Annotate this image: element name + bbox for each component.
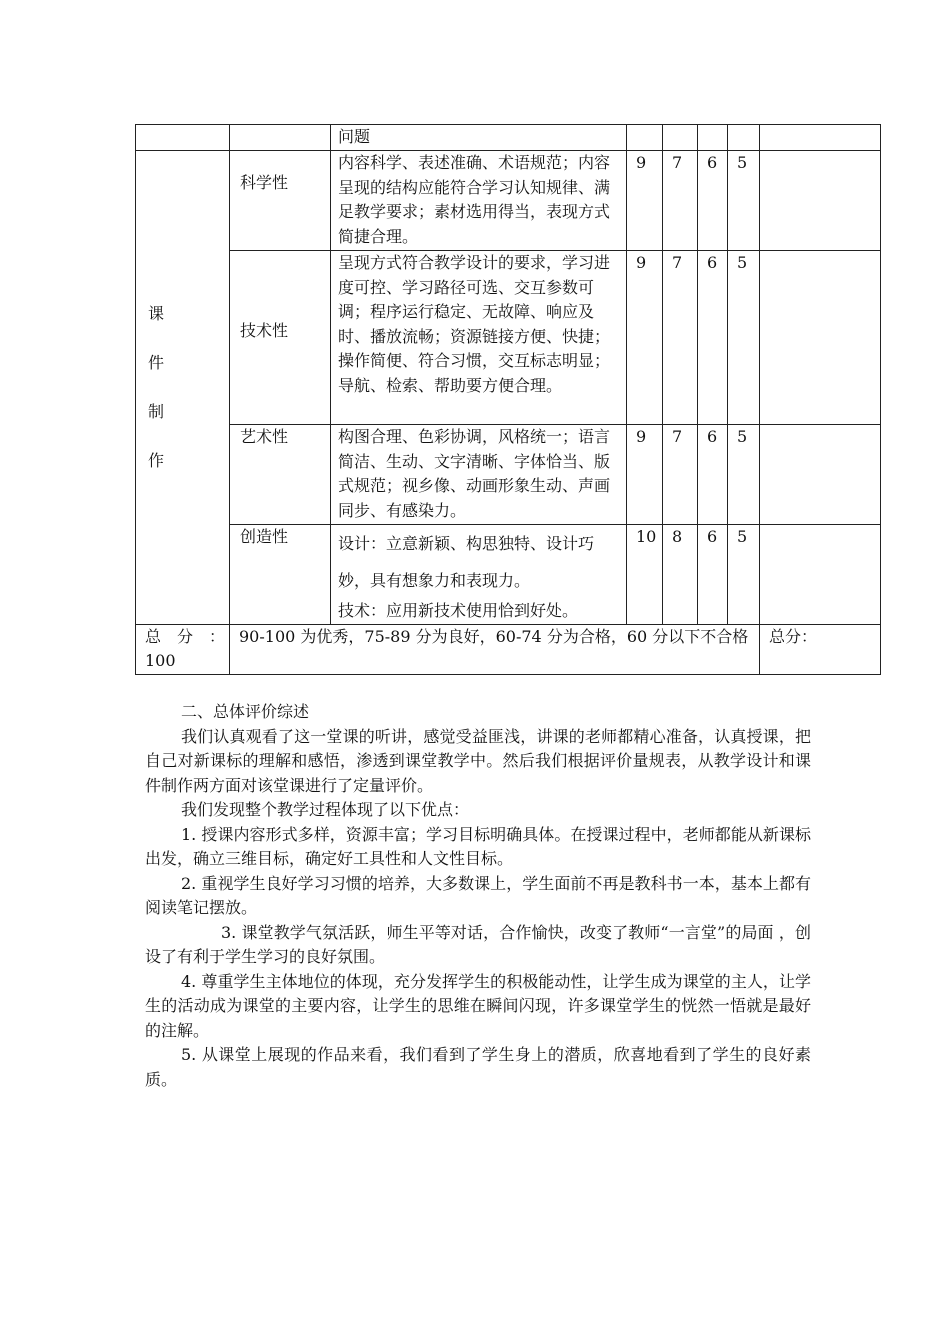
criteria-text: 技术：应用新技术使用恰到好处。	[338, 601, 579, 620]
paragraph: 我们发现整个教学过程体现了以下优点：	[181, 800, 470, 819]
summary-section	[145, 700, 811, 1092]
table-row	[136, 525, 881, 625]
score-cell: 10	[627, 525, 663, 625]
subcategory-cell: 创造性	[230, 525, 331, 625]
table-row	[136, 151, 881, 251]
table-cell	[230, 125, 331, 151]
category-cell	[136, 151, 230, 625]
score-cell: 5	[728, 151, 760, 251]
list-item: 5. 从课堂上展现的作品来看，我们看到了学生身上的潜质，欣喜地看到了学生的良好素质。	[145, 1045, 811, 1089]
score-cell: 5	[728, 251, 760, 425]
score-cell: 6	[698, 151, 728, 251]
criteria-cell: 内容科学、表述准确、术语规范；内容呈现的结构应能符合学习认知规律、满足教学要求；素材选用得当，表现方式简捷合理。	[331, 151, 627, 251]
table-cell	[136, 125, 230, 151]
criteria-text: 设计：立意新颖、构思独特、设计巧妙，具有想象力和表现力。	[338, 534, 595, 590]
score-cell: 8	[663, 525, 698, 625]
total-score-field: 总分：	[760, 624, 881, 674]
table-cell	[760, 151, 881, 251]
list-item: 3. 课堂教学气氛活跃，师生平等对话，合作愉快，改变了教师“一言堂”的局面 ，创设了有利于学生学习的良好氛围。	[145, 922, 811, 966]
list-item: 4. 尊重学生主体地位的体现，充分发挥学生的积极能动性，让学生成为课堂的主人，让学生的活动成为课堂的主要内容，让学生的思维在瞬间闪现，许多课堂学生的恍然一悟就是最好的注解。	[145, 971, 811, 1040]
total-score-label: 总 分 ：100	[136, 624, 230, 674]
score-cell: 9	[627, 425, 663, 525]
table-cell	[698, 125, 728, 151]
score-cell: 5	[728, 425, 760, 525]
score-cell: 6	[698, 425, 728, 525]
table-row	[136, 125, 881, 151]
section-heading: 二、总体评价综述	[181, 702, 310, 721]
evaluation-table	[135, 124, 881, 675]
table-row	[136, 425, 881, 525]
category-char: 作	[148, 450, 165, 470]
score-cell: 6	[698, 251, 728, 425]
criteria-cell: 呈现方式符合教学设计的要求，学习进度可控、学习路径可选、交互参数可调；程序运行稳定、无故障、响应及时、播放流畅；资源链接方便、快捷；操作简便、符合习惯，交互标志明显；导航、检索、帮助要方便合理。	[331, 251, 627, 425]
score-cell: 9	[627, 151, 663, 251]
list-item: 1. 授课内容形式多样，资源丰富；学习目标明确具体。在授课过程中，老师都能从新课标出发，确立三维目标，确定好工具性和人文性目标。	[145, 824, 811, 868]
criteria-cell: 构图合理、色彩协调，风格统一；语言简洁、生动、文字清晰、字体恰当、版式规范；视乡像、动画形象生动、声画同步、有感染力。	[331, 425, 627, 525]
table-row	[136, 251, 881, 425]
grading-scale: 90-100 为优秀，75-89 分为良好，60-74 分为合格，60 分以下不合格	[230, 624, 760, 674]
category-char: 件	[148, 352, 165, 372]
criteria-cell: 问题	[331, 125, 627, 151]
score-cell: 6	[698, 525, 728, 625]
subcategory-cell: 技术性	[230, 251, 331, 425]
score-cell: 9	[627, 251, 663, 425]
score-cell: 7	[663, 425, 698, 525]
table-cell	[760, 125, 881, 151]
subcategory-cell: 科学性	[230, 151, 331, 251]
category-char: 课	[148, 303, 165, 323]
table-cell	[663, 125, 698, 151]
score-cell: 5	[728, 525, 760, 625]
table-cell	[728, 125, 760, 151]
criteria-cell	[331, 525, 627, 625]
table-row	[136, 624, 881, 674]
subcategory-cell: 艺术性	[230, 425, 331, 525]
score-cell: 7	[663, 251, 698, 425]
category-char: 制	[148, 401, 165, 421]
table-cell	[760, 525, 881, 625]
paragraph: 我们认真观看了这一堂课的听讲，感觉受益匪浅，讲课的老师都精心准备，认真授课，把自己对新课标的理解和感悟，渗透到课堂教学中。然后我们根据评价量规表，从教学设计和课件制作两方面对该堂课进行了定量评价。	[145, 726, 811, 795]
list-item: 2. 重视学生良好学习习惯的培养，大多数课上，学生面前不再是教科书一本，基本上都有阅读笔记摆放。	[145, 873, 811, 917]
score-cell: 7	[663, 151, 698, 251]
table-cell	[760, 425, 881, 525]
table-cell	[760, 251, 881, 425]
table-cell	[627, 125, 663, 151]
